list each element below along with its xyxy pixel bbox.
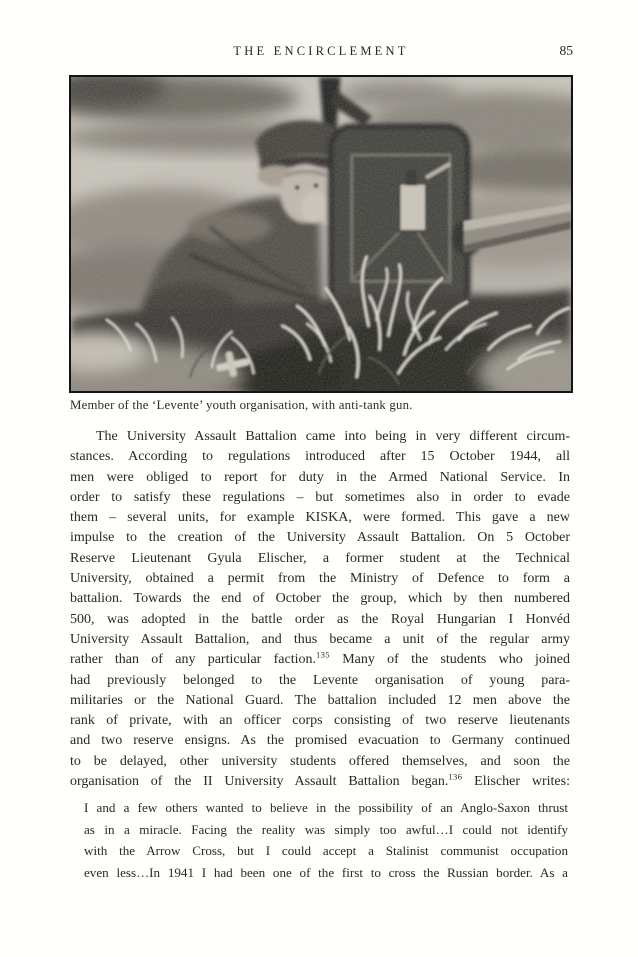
quote-line: even less…In 1941 I had been one of the first to cross the Russian border. As a (84, 864, 568, 880)
photo-illustration (71, 77, 571, 391)
paragraph-line: men were obliged to report for duty in the Armed National Service. In (70, 469, 570, 485)
paragraph-line: The University Assault Battalion came into being in very different circum- (96, 429, 570, 444)
paragraph-line: to be delayed, other university students offered themselves, and soon the (70, 753, 570, 769)
running-title: THE ENCIRCLEMENT (233, 44, 409, 58)
paragraph-line: University, obtained a permit from the Ministry of Defence to form a (70, 571, 570, 587)
paragraph-line: Reserve Lieutenant Gyula Elischer, a former student at the Technical (70, 550, 570, 566)
paragraph-line: organisation of the II University Assault Battalion began.$^{136}$ Elischer writes: (70, 771, 570, 790)
paragraph-line: 500, was adopted in the battle order as the Royal Hungarian I Honvéd (70, 611, 570, 627)
paragraph-line: impulse to the creation of the University Assault Battalion. On 5 October (70, 530, 570, 546)
quote-line: as in a miracle. Facing the reality was simply too awful…I could not identify (84, 821, 568, 837)
paragraph-line: had previously belonged to the Levente organisation of young para- (70, 672, 570, 688)
paragraph-line: University Assault Battalion, and thus became a unit of the regular army (70, 631, 570, 647)
paragraph-line: stances. According to regulations introduced after 15 October 1944, all (70, 449, 570, 465)
main-paragraph (70, 427, 570, 792)
paragraph-line: them – several units, for example KISKA, were formed. This gave a new (70, 510, 570, 526)
photo-anti-tank-gun (69, 75, 573, 393)
page-header (69, 43, 573, 61)
footnote-marker: 136 (448, 771, 463, 782)
footnote-marker: 135 (316, 649, 330, 660)
figure-caption: Member of the ‘Levente’ youth organisation, with anti-tank gun. (70, 398, 413, 412)
paragraph-line: order to satisfy these regulations – but sometimes also in order to evade (70, 489, 570, 505)
paragraph-line: rather than of any particular faction.$^{135}$ Many of the students who joined (70, 649, 571, 668)
paragraph-line: and two reserve ensigns. As the promised evacuation to Germany continued (70, 733, 570, 749)
paragraph-line: rank of private, with an officer corps consisting of two reserve lieutenants (70, 713, 570, 729)
paragraph-line: militaries or the National Guard. The battalion included 12 men above the (70, 692, 570, 708)
block-quote (84, 797, 568, 883)
quote-line: with the Arrow Cross, but I could accept a Stalinist communist occupation (84, 843, 568, 859)
paragraph-line: battalion. Towards the end of October the group, which by then numbered (70, 591, 570, 607)
page-number: 85 (559, 43, 573, 58)
quote-line: I and a few others wanted to believe in the possibility of an Anglo-Saxon thrust (84, 800, 568, 815)
